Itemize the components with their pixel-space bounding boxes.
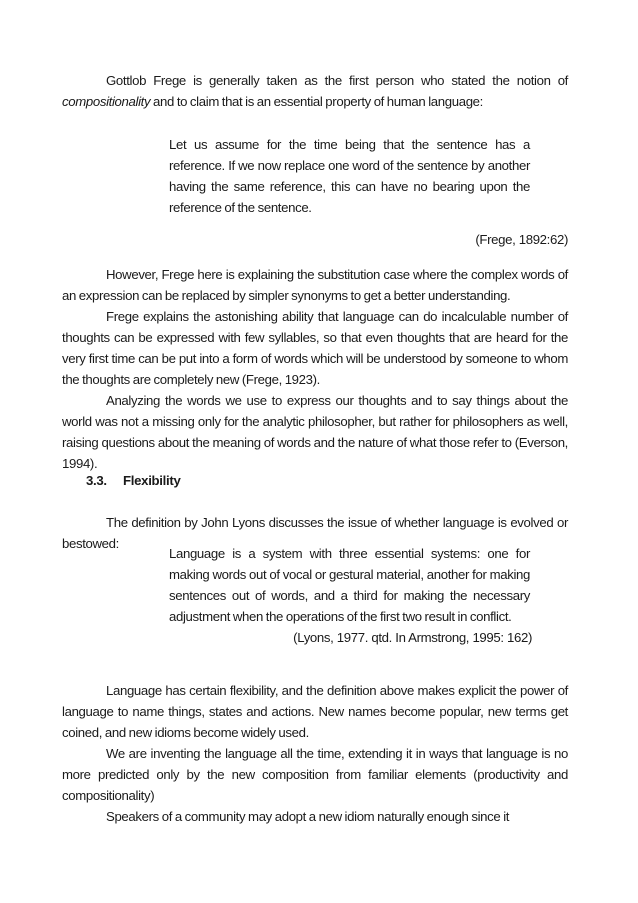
paragraph-speakers-community: Speakers of a community may adopt a new idiom naturally enough since it — [106, 809, 510, 824]
section-title: Flexibility — [123, 473, 181, 488]
paragraph-flexibility: Language has certain flexibility, and the definition above makes explicit the power of language to name things, states and actions. New names become popular, new terms get coined, and new idioms become widely used. — [62, 683, 568, 740]
paragraph-frege-intro — [62, 70, 568, 112]
paragraph-text: Gottlob Frege is generally taken as the first person who stated the notion of — [106, 73, 568, 88]
block-quote-frege: Let us assume for the time being that the sentence has a reference. If we now replace one word of the sentence by another having the same reference, this can have no bearing upon the reference of the sentence. — [169, 137, 530, 215]
paragraph-substitution: However, Frege here is explaining the substitution case where the complex words of an expression can be replaced by simpler synonyms to get a better understanding. — [62, 267, 568, 303]
paragraph-lyons-intro: The definition by John Lyons discusses the issue of whether language is evolved or bestowed: — [62, 515, 568, 551]
paragraph-text: and to claim that is an essential property of human language: — [150, 94, 483, 109]
citation-lyons: (Lyons, 1977. qtd. In Armstrong, 1995: 162) — [293, 630, 532, 645]
term-compositionality: compositionality — [62, 94, 151, 109]
paragraph-frege-thoughts: Frege explains the astonishing ability that language can do incalculable number of thoughts can be expressed with few syllables, so that even thoughts that are heard for the very first time can be put into a form of words which will be understood by someone to whom the thoughts are completely new (Frege, 1923). — [62, 309, 568, 387]
section-heading — [86, 470, 181, 491]
section-number: 3.3. — [86, 473, 107, 488]
block-quote-lyons: Language is a system with three essential systems: one for making words out of vocal or gestural material, another for making sentences out of words, and a third for making the necessary adjustment when the operations of the first two result in conflict. — [169, 546, 530, 624]
paragraph-analyzing-words: Analyzing the words we use to express our thoughts and to say things about the world was not a missing only for the analytic philosopher, but rather for philosophers as well, raising questions about the meaning of words and the nature of what those refer to (Everson, 1994). — [62, 393, 568, 471]
citation-frege: (Frege, 1892:62) — [475, 232, 568, 247]
paragraph-inventing-language: We are inventing the language all the time, extending it in ways that language is no more predicted only by the new composition from familiar elements (productivity and compositionality) — [62, 746, 568, 803]
body-text-block-2 — [62, 680, 568, 827]
body-text-block — [62, 264, 568, 474]
